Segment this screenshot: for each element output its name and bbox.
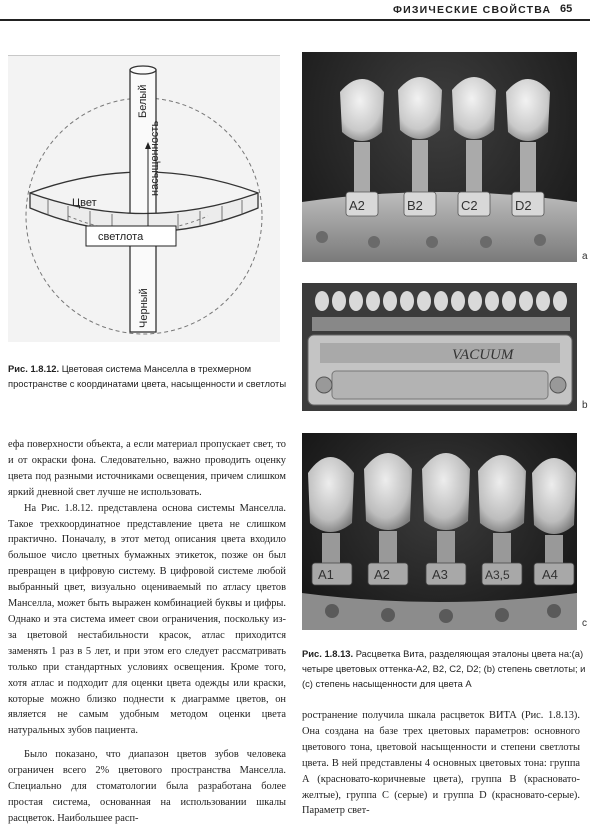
pole-top <box>130 66 156 74</box>
tab-label-1: A2 <box>349 198 365 213</box>
tooth-c-5 <box>532 458 576 585</box>
paragraph-munsell: На Рис. 1.8.12. представлена основа системы Манселла. Такое трехкоординатное представление цвета не слишком практично. Поначалу, в этот метод описания цвета входило большое число цветных бумажных этикеток, позже он был превращен в цифровую систему. В цифровой системе любой выбранный цвет, визуально оцениваемый по атласу цветов Манселла, может быть выражен комбинацией буквы и цифры. Однако и эта система имеет свои ограничения, поскольку из-за цветовой нестабильности красок, атлас приходится заменять 1 раз в 5 лет, и при этом его следует рассматривать только при стандартных условиях освещения. Кроме того, хотя атлас и подходит для оценки цвета одежды или краски, которые можно близко поднести к диаграмме цветов, он является не самым удобным методом оценки цвета натуральных зубов пациента. <box>8 502 286 737</box>
shade-guide-photo-b <box>302 283 577 411</box>
photo-c-label: c <box>582 618 587 629</box>
caption-1812-text: Цветовая система Манселла в трехмерном пространстве с координатами цвета, насыщенности и светлоты <box>8 363 287 389</box>
label-white: Белый <box>137 84 149 118</box>
guide-tabs-strip <box>312 317 570 331</box>
tab-c-label-5: A4 <box>542 567 558 582</box>
tooth-4 <box>506 79 550 216</box>
label-color: Цвет <box>72 197 97 209</box>
caption-1813-text: Расцветка Вита, разделяющая эталоны цвета на:(а) четыре цветовых оттенка-А2, В2, С2, D2; (b) степень светлоты; и (с) степень насыщенности для цвета А <box>302 648 586 689</box>
guide-brand-plate <box>320 343 560 363</box>
photo-a-label: a <box>582 251 588 262</box>
right-text-column <box>302 708 580 819</box>
label-saturation: насыщенность <box>149 120 161 196</box>
tooth-3 <box>452 77 496 216</box>
tab-c-label-4: A3,5 <box>485 568 510 582</box>
tab-label-4: D2 <box>515 198 532 213</box>
paragraph-vita: ространение получила шкала расцветок ВИТА (Рис. 1.8.13). Она создана на базе трех цветовых параметров: основного цветового тона, цветовой насыщенности и степени светлоты цвета. В ней представлены 4 основных цветовых тона: группа А (красновато-коричневые цвета), группа В (красновато-желтые), группа С (серые) и группа D (красновато-серые). Параметр свет- <box>302 710 580 817</box>
page-header <box>0 0 590 30</box>
brand-text: VACUUM <box>452 347 514 363</box>
figure-1813-caption <box>302 646 587 691</box>
shade-tabs-chroma-photo <box>302 433 577 630</box>
tab-label-2: B2 <box>407 198 423 213</box>
paragraph-tooth-range: Было показано, что диапазон цветов зубов человека ограничен всего 2% цветового пространства Манселла. Специально для стоматологии была разработана более простая система, основанная на использовании шкалы расцветок. Наибольшее расп- <box>8 749 286 824</box>
vita-shade-guide <box>302 283 577 411</box>
tooth-c-4 <box>478 455 526 585</box>
tooth-c-1 <box>308 457 354 585</box>
paragraph-continued: ефа поверхности объекта, а если материал пропускает свет, то и от окраски фона. Следовательно, важно проводить оценку цвета под разными источниками освещения, причем слишком яркий дневной свет лучше не использовать. <box>8 439 286 498</box>
tooth-c-2 <box>364 453 412 585</box>
tab-label-3: C2 <box>461 198 478 213</box>
shade-guide-photo-a <box>302 52 577 262</box>
munsell-diagram <box>8 56 280 342</box>
label-lightness: светлота <box>98 231 144 243</box>
page-number: 65 <box>560 3 573 15</box>
tab-c-label-2: A2 <box>374 567 390 582</box>
header-rule <box>0 19 590 21</box>
tray-emblem-left <box>316 377 332 393</box>
caption-1812-number: Рис. 1.8.12. <box>8 363 60 374</box>
caption-1813-number: Рис. 1.8.13. <box>302 648 354 659</box>
tooth-c-3 <box>422 453 470 585</box>
tab-c-label-1: A1 <box>318 567 334 582</box>
shade-guide-photo-c <box>302 433 577 630</box>
photo-b-label: b <box>582 400 588 411</box>
tab-holder-c <box>302 593 577 630</box>
tooth-2 <box>398 77 442 216</box>
left-text-column <box>8 437 286 827</box>
guide-recess <box>332 371 548 399</box>
tray-emblem-right <box>550 377 566 393</box>
shade-tabs-hue-photo <box>302 52 577 262</box>
running-head: ФИЗИЧЕСКИЕ СВОЙСТВА <box>393 4 552 16</box>
tooth-1 <box>340 79 384 216</box>
figure-1812-caption <box>8 361 288 391</box>
label-black: Черный <box>138 288 150 328</box>
munsell-figure <box>8 55 280 342</box>
tab-c-label-3: A3 <box>432 567 448 582</box>
guide-teeth <box>315 291 567 311</box>
